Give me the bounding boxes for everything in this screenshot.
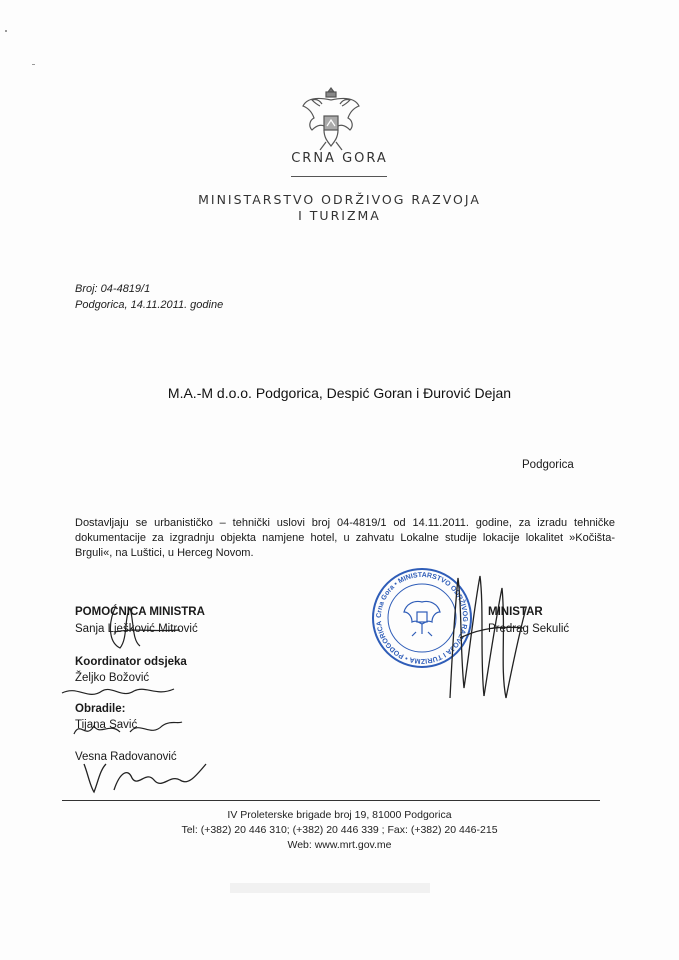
footer-divider [62,800,600,801]
minister-title: MINISTAR [488,606,543,618]
double-headed-eagle-icon [300,86,362,152]
scan-speck [5,30,7,32]
header-divider [291,176,387,177]
letter-body: Dostavljaju se urbanističko – tehnički uslovi broj 04-4819/1 od 14.11.2011. godine, za izradu tehničke dokumentacije za izgradnju objekta namjene hotel, u zahvatu Lokalne studije lokacije lokalitet »Kočišta-Brguli«, na Luštici, u Herceg Novom. [75,517,615,559]
place-and-date: Podgorica, 14.11.2011. godine [75,299,224,311]
coordinator-name: Željko Božović [75,672,150,684]
scan-artifact [230,883,430,893]
assistant-minister-title: POMOĆNICA MINISTRA [75,606,205,618]
prepared-by-title: Obradile: [75,703,126,715]
preparer-name-1: Tijana Savić [75,719,138,731]
minister-signature [440,568,530,708]
footer-phones: Tel: (+382) 20 446 310; (+382) 20 446 339 ; Fax: (+382) 20 446-215 [181,824,498,836]
recipient-line: M.A.-M d.o.o. Podgorica, Despić Goran i Đurović Dejan [167,385,512,401]
footer-website: Web: www.mrt.gov.me [287,839,392,851]
country-name: CRNA GORA [291,151,388,166]
minister-name: Predrag Sekulić [488,623,570,635]
preparer-name-2: Vesna Radovanović [75,751,177,763]
coordinator-signature [58,681,178,705]
coordinator-title: Koordinator odsjeka [75,656,187,668]
assistant-minister-name: Sanja Lješković Mitrović [75,623,198,635]
recipient-city: Podgorica [522,459,574,471]
ministry-name-line1: MINISTARSTVO ODRŽIVOG RAZVOJA [198,192,481,207]
preparer-signature-2 [80,760,210,794]
scan-speck [32,64,35,65]
reference-number: Broj: 04-4819/1 [75,283,151,295]
footer-address: IV Proleterske brigade broj 19, 81000 Podgorica [227,809,452,821]
ministry-name-line2: I TURIZMA [298,208,381,223]
seal-ring-text: Crna Gora • MINISTARSTVO ODRŽIVOG RAZVOJA I TURIZMA • PODGORICA [375,571,469,665]
